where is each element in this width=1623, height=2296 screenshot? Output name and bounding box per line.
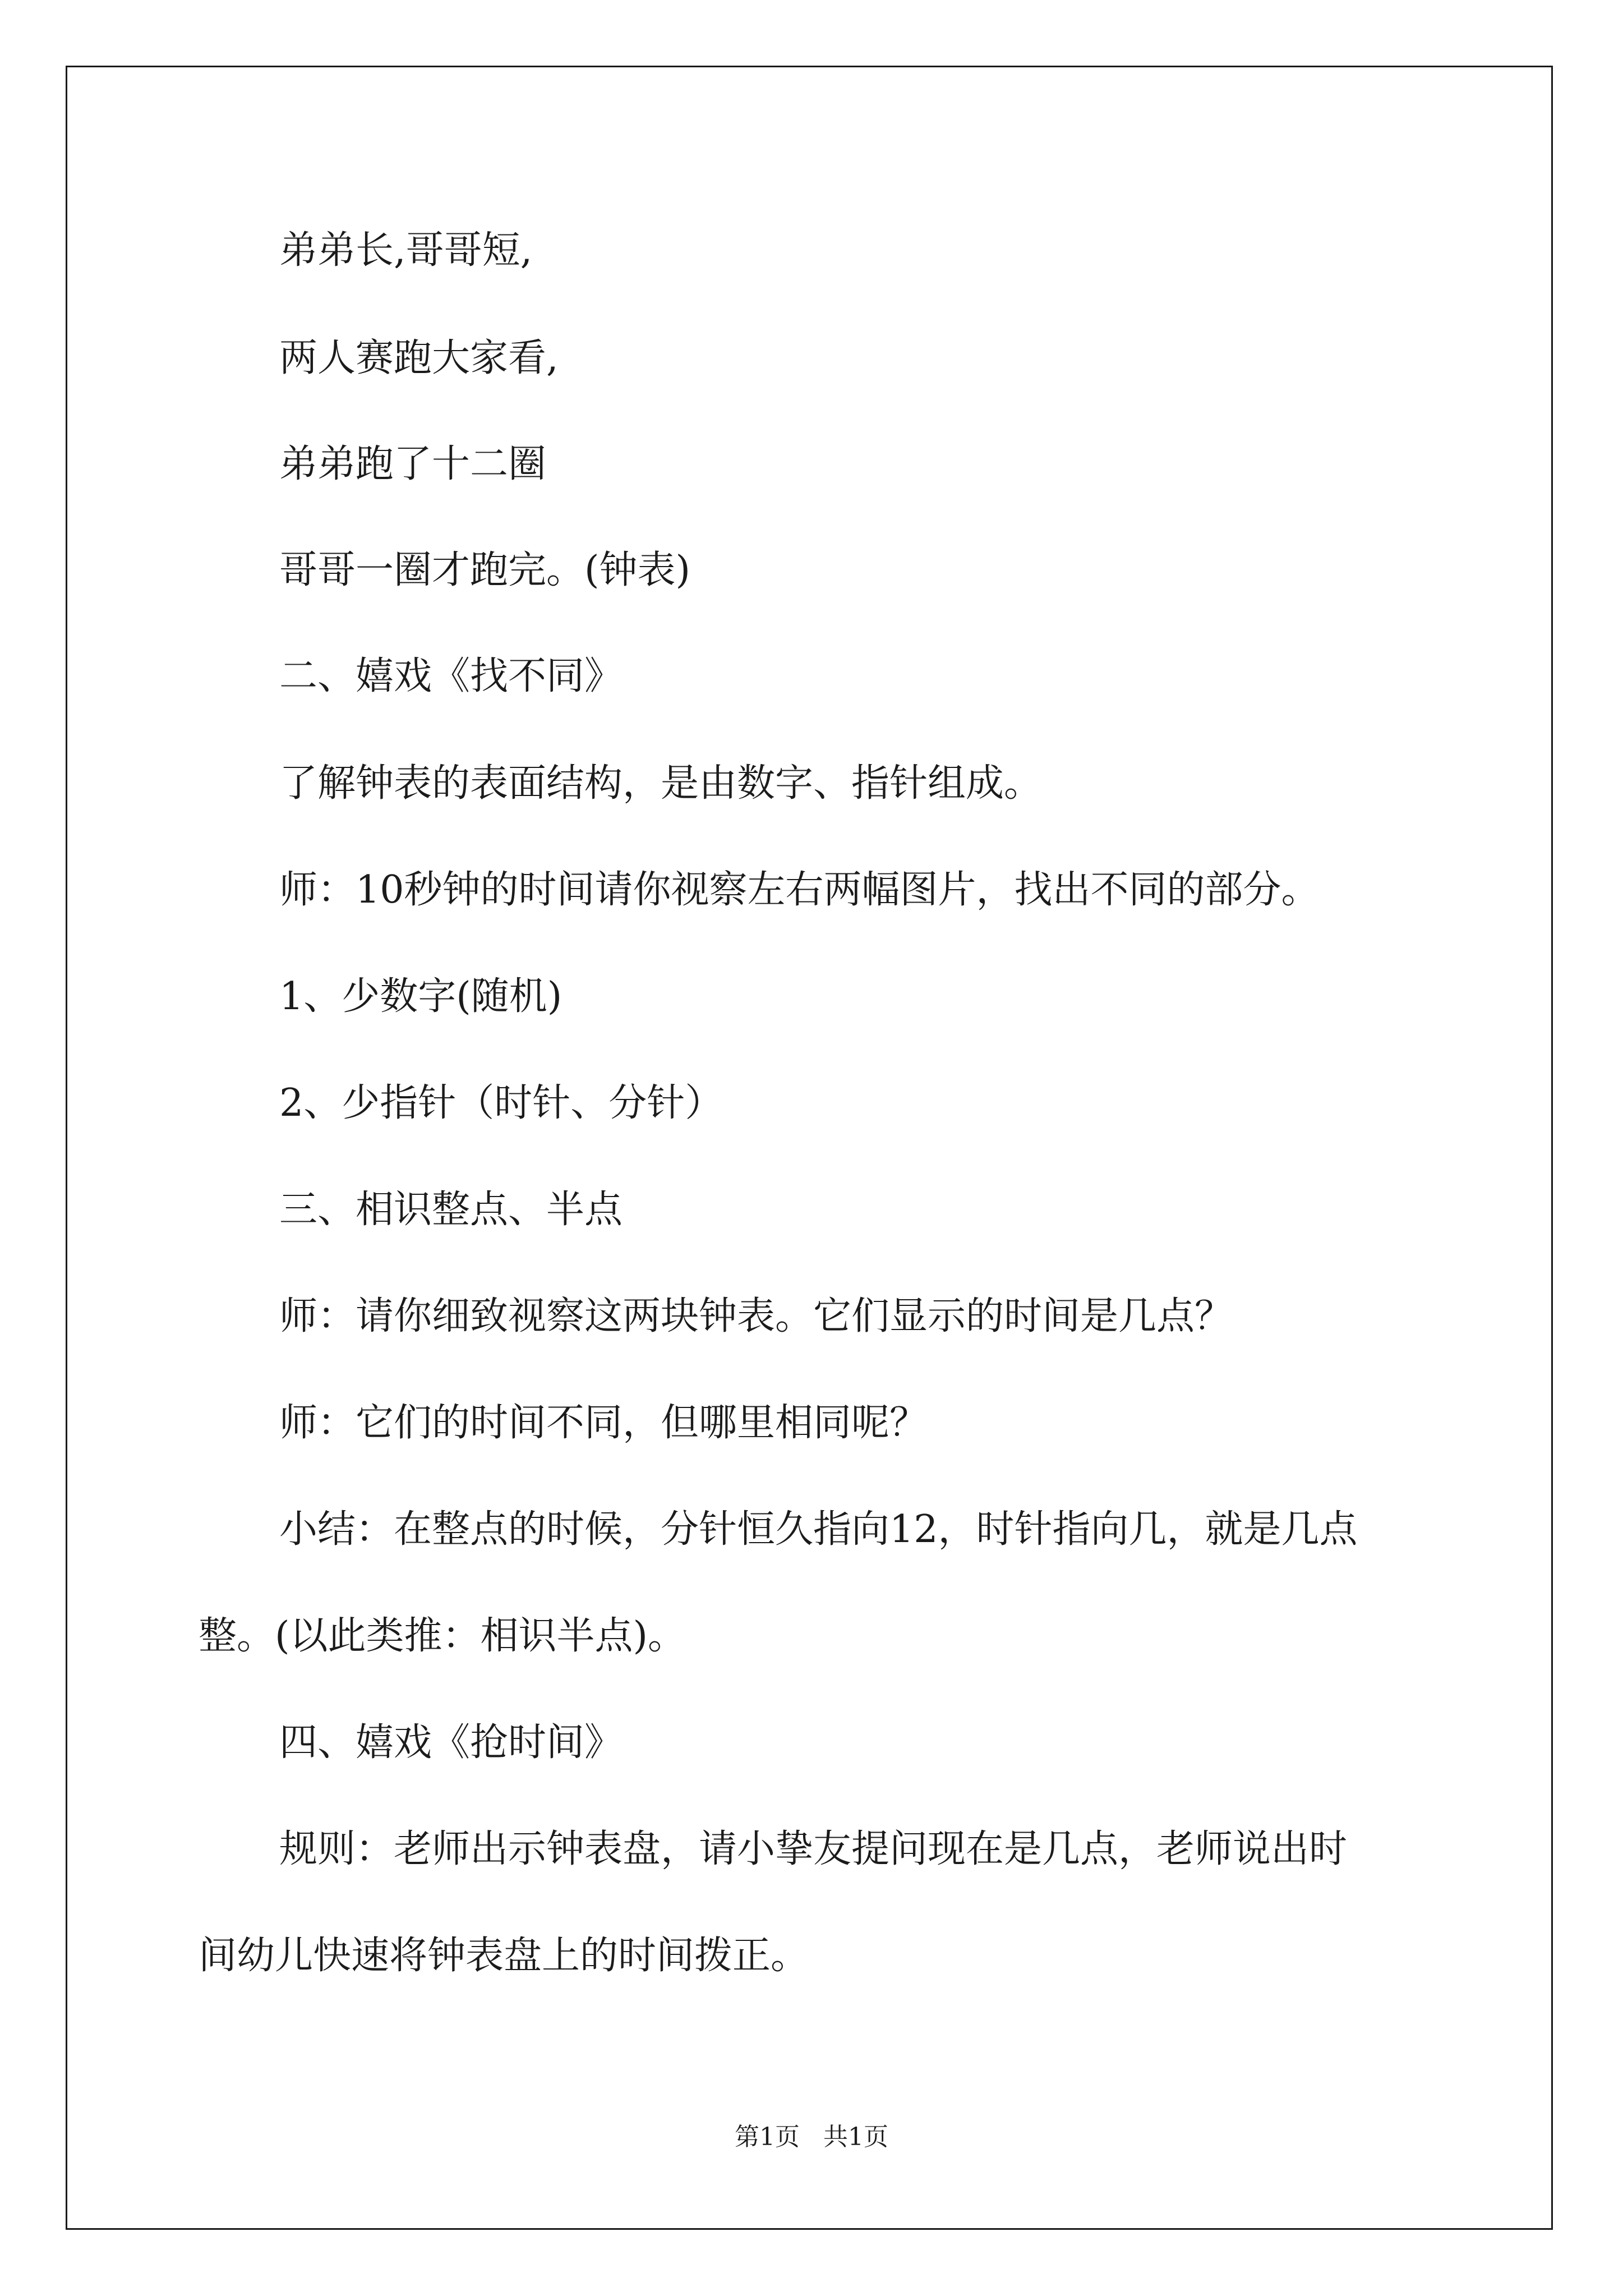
text-line: 了解钟表的表面结构，是由数字、指针组成。 [279, 761, 1043, 806]
text-line: 规则：老师出示钟表盘，请小挚友提问现在是几点，老师说出时 [279, 1827, 1348, 1871]
text-line: 哥哥一圈才跑完。(钟表) [279, 548, 691, 592]
text-line: 师：它们的时间不同，但哪里相同呢？ [279, 1401, 928, 1445]
section-heading: 二、嬉戏《找不同》 [279, 654, 623, 698]
page-number-footer: 第1页 共1页 [735, 2123, 888, 2151]
text-line: 师：请你细致视察这两块钟表。它们显示的时间是几点？ [279, 1294, 1233, 1338]
text-line: 弟弟跑了十二圈 [279, 442, 547, 486]
list-item: 2、少指针（时针、分针） [279, 1081, 723, 1125]
text-line: 整。(以此类推：相识半点)。 [199, 1614, 686, 1658]
section-heading: 三、相识整点、半点 [279, 1188, 623, 1232]
list-item: 1、少数字(随机) [279, 974, 562, 1019]
page-border [66, 66, 1553, 2230]
section-heading: 四、嬉戏《抢时间》 [279, 1720, 623, 1765]
text-line: 小结：在整点的时候，分针恒久指向12，时针指向几，就是几点 [279, 1507, 1358, 1552]
text-line: 两人赛跑大家看, [279, 336, 559, 380]
text-line: 间幼儿快速将钟表盘上的时间拨正。 [199, 1934, 809, 1978]
text-line: 师：10秒钟的时间请你视察左右两幅图片，找出不同的部分。 [279, 868, 1320, 912]
text-line: 弟弟长,哥哥短, [279, 228, 533, 273]
